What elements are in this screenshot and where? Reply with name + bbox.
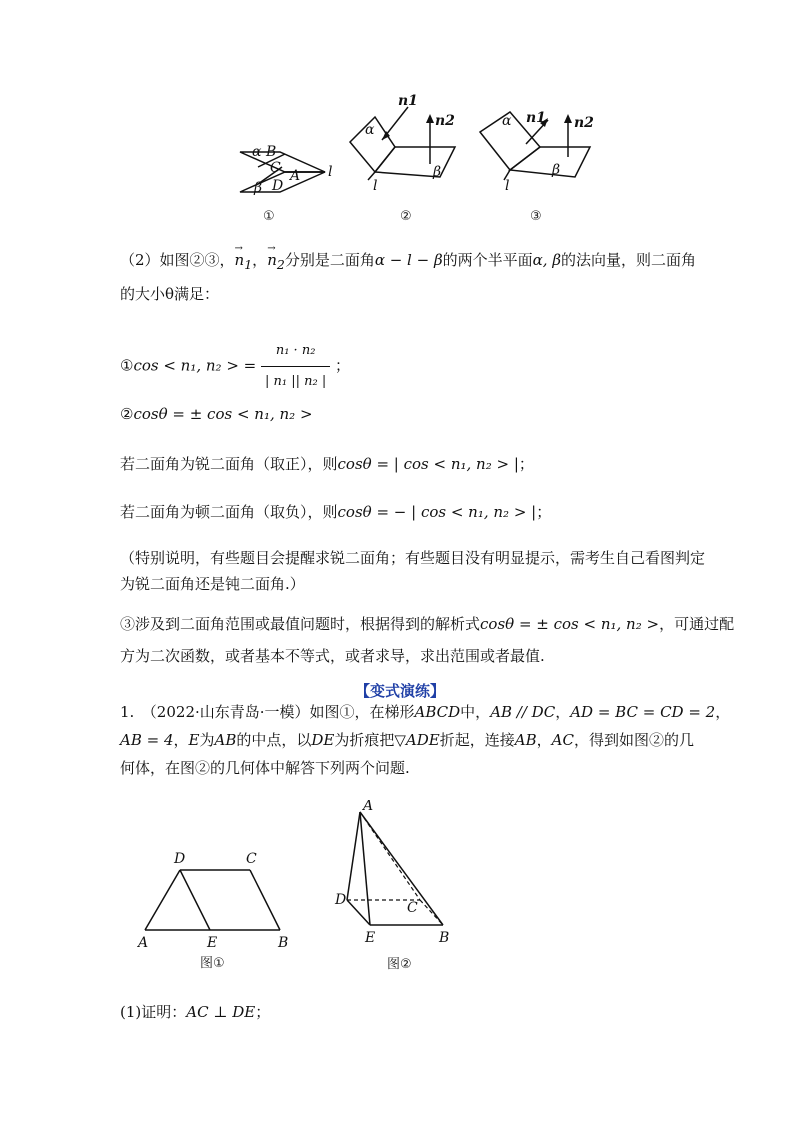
fig3-caption: ③	[530, 209, 542, 224]
fig1-label-l: l	[328, 164, 333, 180]
obtuse-formula: cosθ = − | cos < n₁, n₂ > |	[337, 503, 537, 521]
parallel-condition: AB // DC	[490, 703, 556, 721]
item2-expr: cosθ = ± cos < n₁, n₂ >	[133, 405, 313, 423]
problem-comma-3: ，	[173, 731, 189, 749]
fig1-caption: ①	[263, 209, 275, 224]
fig1-label-beta: β	[254, 180, 263, 196]
trap-label-e: E	[207, 935, 218, 951]
obtuse-end: ；	[536, 503, 552, 521]
fig1-label-d: D	[272, 178, 284, 194]
fig1-label-c: C	[270, 160, 281, 176]
pyr-label-b: B	[439, 930, 450, 946]
problem-text-1: 中，	[460, 703, 491, 721]
item3-line2: 方为二次函数，或者基本不等式，或者求导，求出范围或者最值.	[120, 647, 545, 665]
item3-text: ③涉及到二面角范围或最值问题时，根据得到的解析式	[120, 615, 481, 633]
segment-bc-line	[250, 870, 280, 930]
problem-text-4: 为折痕把	[334, 731, 395, 749]
item2-line	[120, 402, 740, 426]
fig2-label-beta: β	[433, 164, 442, 180]
trap-label-d: D	[174, 851, 186, 867]
fig3-label-l: l	[505, 178, 510, 194]
para2-prefix: （2）如图②③，	[120, 251, 235, 269]
trapezoid-name: ABCD	[414, 703, 461, 721]
acute-end: ；	[518, 455, 534, 473]
problem-line3: 何体，在图②的几何体中解答下列两个问题.	[120, 759, 410, 777]
planes-notation: α, β	[532, 251, 561, 269]
question-1	[120, 1000, 740, 1024]
vec-n2: → $n_2$	[267, 248, 285, 277]
segment-ac: AC	[551, 731, 574, 749]
ab-length: AB = 4	[120, 731, 174, 749]
acute-text: 若二面角为锐二面角（取正），则	[120, 455, 338, 473]
trap-label-a: A	[138, 935, 149, 951]
problem-text-3: 的中点，以	[236, 731, 312, 749]
acute-formula: cosθ = | cos < n₁, n₂ > |	[337, 455, 519, 473]
trap-label-b: B	[278, 935, 289, 951]
item1-expr: cos < n₁, n₂ > =	[133, 356, 257, 375]
fig2-label-n1: n1	[398, 93, 418, 109]
trap-caption: 图①	[200, 956, 225, 971]
trapezoid-figure	[130, 845, 300, 975]
trap-label-c: C	[246, 851, 257, 867]
para2-mid: 分别是二面角	[284, 251, 375, 269]
fig1-label-b: B	[266, 144, 277, 160]
point-e: E	[188, 731, 200, 749]
vec-n1: → $n_1$	[235, 248, 253, 277]
problem-comma-1: ，	[555, 703, 571, 721]
item2-marker: ②	[120, 405, 134, 423]
note-line1: （特别说明，有些题目会提醒求锐二面角；有些题目没有明显提示，需考生自己看图判定	[120, 549, 706, 567]
fig2-label-alpha: α	[365, 122, 375, 138]
item1-line: ①cos < n₁, n₂ > = $\frac{\text{n₁ · n₂}}{\text{| n₁ || n₂ |}}$ ；	[120, 336, 740, 397]
segment-ab: AB	[214, 731, 237, 749]
problem-text-2: 为	[199, 731, 215, 749]
para2-tail: 的两个半平面	[442, 251, 533, 269]
triangle-ade: ▽ADE	[394, 731, 440, 749]
para2-line1: （2）如图②③，→ $n_1$，→ $n_2$分别是二面角α − l − β的两个半平面α, β的法向量，则二面角	[120, 248, 740, 277]
segment-de-line	[180, 870, 210, 930]
item1-marker: ①	[120, 356, 134, 375]
pyr-label-e: E	[365, 930, 376, 946]
para2-end: 的法向量，则二面角	[561, 251, 697, 269]
fig3-label-alpha: α	[502, 113, 512, 129]
acute-line	[120, 452, 740, 476]
para2-line2: 的大小θ满足：	[120, 285, 220, 303]
section-title: 【变式演练】	[354, 682, 445, 700]
item3-formula: cosθ = ± cos < n₁, n₂ >	[480, 615, 660, 633]
item3-end: ，可通过配	[659, 615, 735, 633]
problem-text-5: 折起，连接	[439, 731, 515, 749]
fig3-label-n1: n1	[526, 110, 546, 126]
item3-line1	[120, 612, 740, 636]
item1-fraction: $\frac{\text{n₁ · n₂}}{\text{| n₁ || n₂ |}}$	[261, 336, 330, 397]
segment-de: DE	[311, 731, 335, 749]
segment-ab-2: AB	[514, 731, 537, 749]
problem-source: 1. （2022·山东青岛·一模）如图①，在梯形	[120, 703, 415, 721]
dihedral-figures	[230, 92, 600, 232]
fig1-label-alpha: α	[252, 144, 262, 160]
q1-formula: AC ⊥ DE	[186, 1003, 256, 1021]
pyr-label-c: C	[407, 900, 418, 916]
problem-line1	[120, 700, 740, 724]
problem-comma-2: ，	[715, 703, 731, 721]
fig3-label-beta: β	[552, 162, 561, 178]
fig2-label-l: l	[373, 178, 378, 194]
segment-ad-line	[145, 870, 180, 930]
fig3-label-n2: n2	[574, 115, 594, 131]
fig2-caption: ②	[400, 209, 412, 224]
note-line2: 为锐二面角还是钝二面角.）	[120, 575, 305, 593]
q1-end: ；	[255, 1003, 271, 1021]
pyr-caption: 图②	[387, 957, 412, 972]
length-condition: AD = BC = CD = 2	[570, 703, 716, 721]
q1-text: (1)证明：	[120, 1003, 187, 1021]
pyr-label-a: A	[363, 800, 374, 814]
pyr-label-d: D	[335, 892, 347, 908]
problem-comma-4: ，	[536, 731, 552, 749]
pyramid-figure	[325, 800, 465, 975]
problem-line2	[120, 728, 740, 752]
fig2-label-n2: n2	[435, 113, 455, 129]
problem-text-6: ，得到如图②的几	[573, 731, 694, 749]
dihedral-notation: α − l − β	[374, 251, 443, 269]
obtuse-line	[120, 500, 740, 524]
obtuse-text: 若二面角为顿二面角（取负），则	[120, 503, 338, 521]
fig1-label-a: A	[290, 168, 301, 184]
